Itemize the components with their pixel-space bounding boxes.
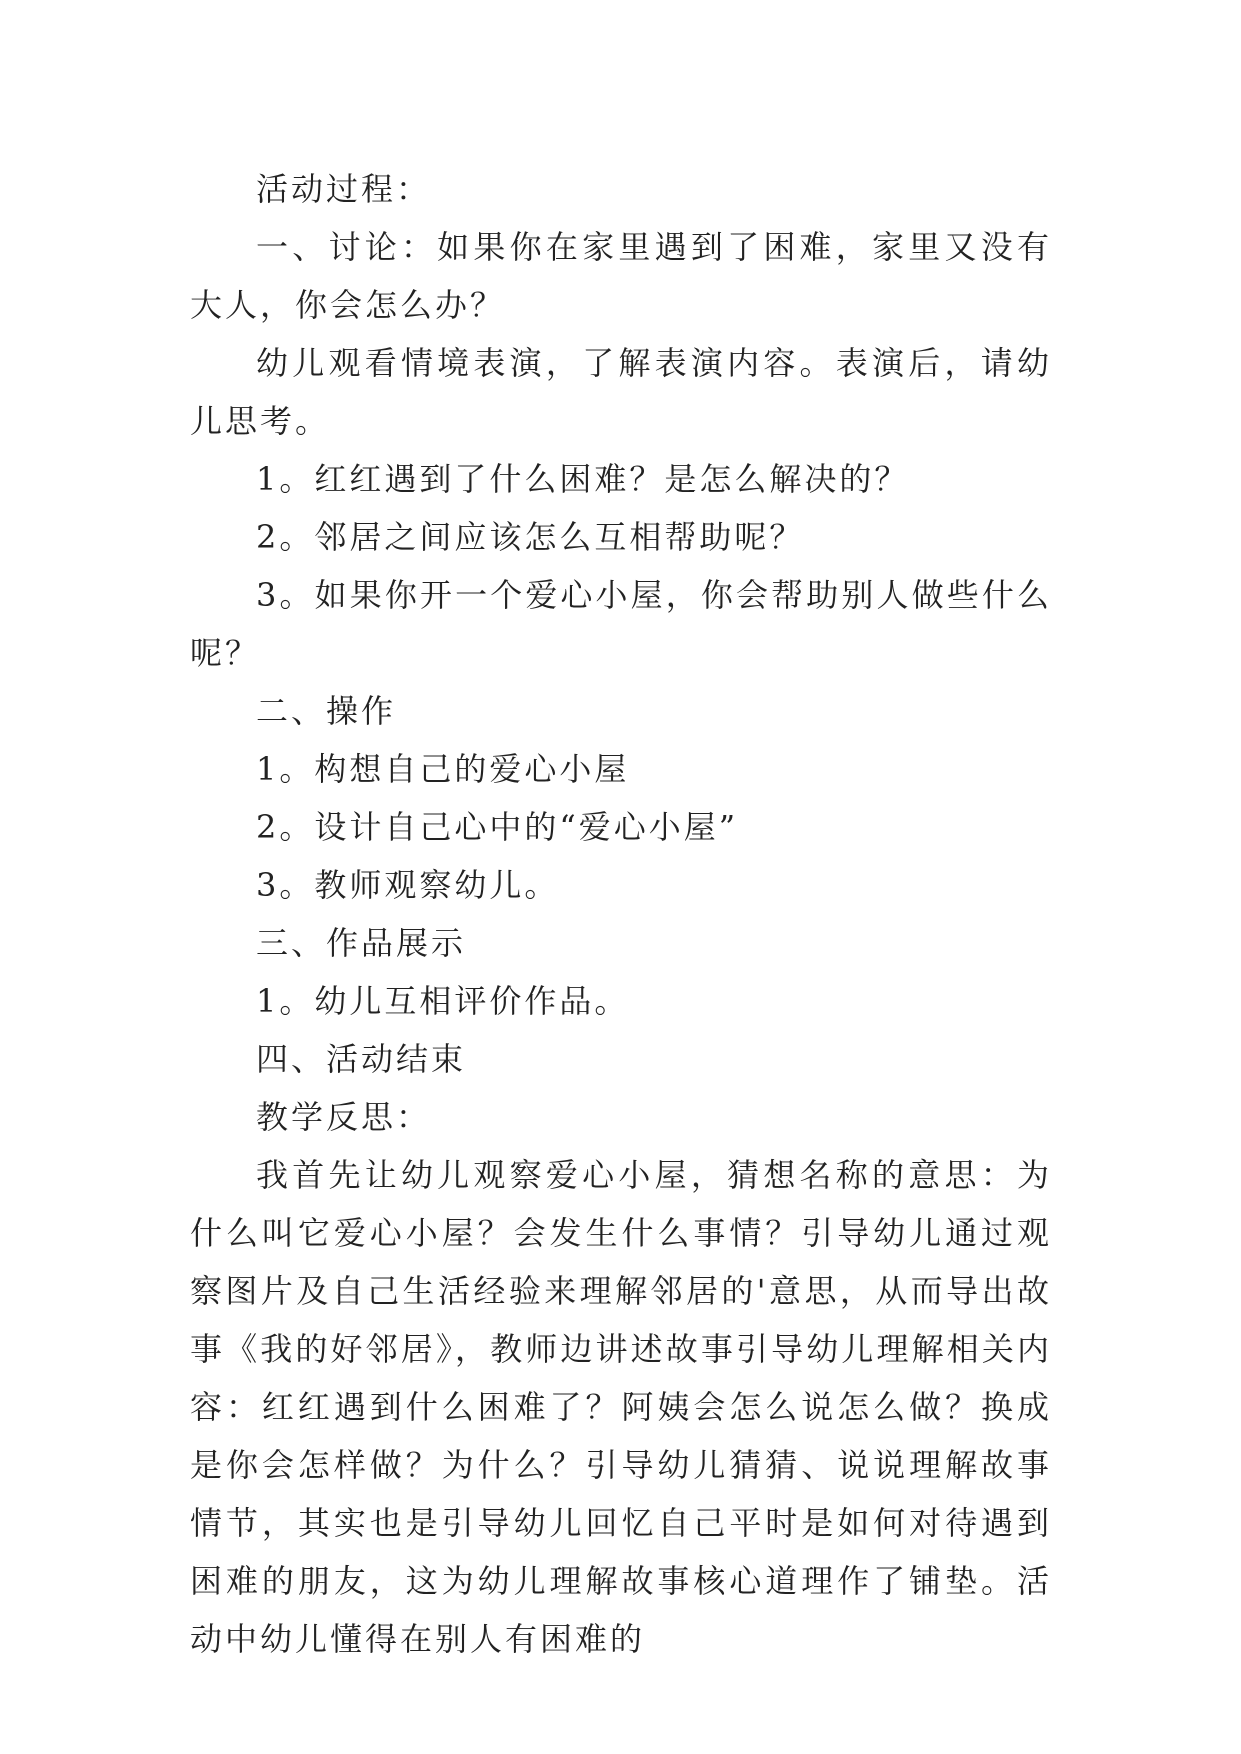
list-item-operation-3: 3。教师观察幼儿。	[256, 866, 560, 904]
heading-operation: 二、操作	[256, 692, 397, 730]
paragraph-performance: 幼儿观看情境表演，了解表演内容。表演后，请幼儿思考。	[190, 344, 1052, 440]
list-item-operation-2: 2。设计自己心中的“爱心小屋”	[256, 808, 739, 846]
list-item-display-1: 1。幼儿互相评价作品。	[256, 982, 630, 1020]
heading-activity-end: 四、活动结束	[256, 1040, 467, 1078]
list-item-question-1: 1。红红遇到了什么困难？是怎么解决的？	[256, 460, 910, 498]
list-item-question-3: 3。如果你开一个爱心小屋，你会帮助别人做些什么呢？	[190, 576, 1052, 672]
list-item-question-2: 2。邻居之间应该怎么互相帮助呢？	[256, 518, 805, 556]
paragraph-reflection: 我首先让幼儿观察爱心小屋，猜想名称的意思：为什么叫它爱心小屋？会发生什么事情？引导幼儿通过观察图片及自己生活经验来理解邻居的'意思，从而导出故事《我的好邻居》，教师边讲述故事引导幼儿理解相关内容：红红遇到什么困难了？阿姨会怎么说怎么做？换成是你会怎样做？为什么？引导幼儿猜猜、说说理解故事情节，其实也是引导幼儿回忆自己平时是如何对待遇到困难的朋友，这为幼儿理解故事核心道理作了铺垫。活动中幼儿懂得在别人有困难的	[190, 1156, 1052, 1658]
document-body	[190, 160, 1052, 1668]
heading-activity-process: 活动过程：	[256, 170, 432, 208]
heading-teaching-reflection: 教学反思：	[256, 1098, 432, 1136]
paragraph-discussion: 一、讨论：如果你在家里遇到了困难，家里又没有大人，你会怎么办？	[190, 228, 1052, 324]
heading-work-display: 三、作品展示	[256, 924, 467, 962]
list-item-operation-1: 1。构想自己的爱心小屋	[256, 750, 630, 788]
